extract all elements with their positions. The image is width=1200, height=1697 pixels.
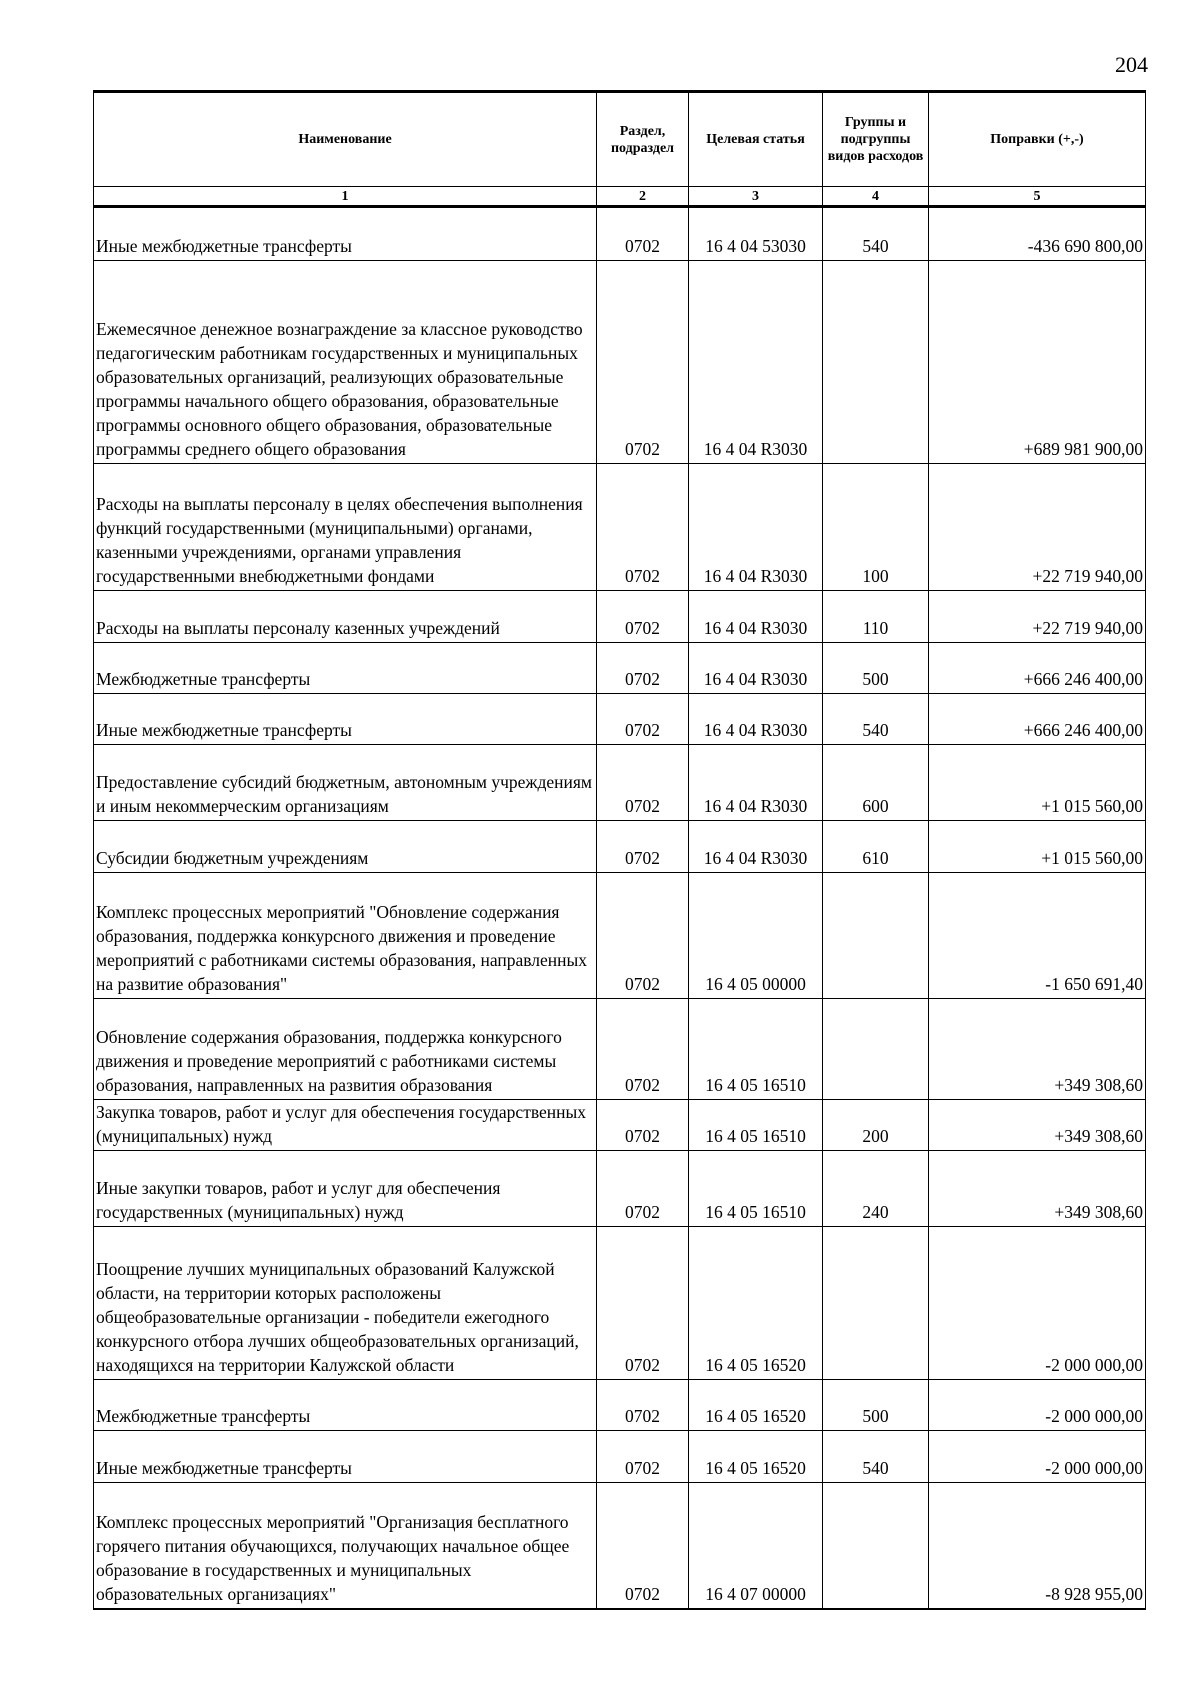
header-name: Наименование: [94, 92, 597, 187]
row-name: Иные межбюджетные трансферты: [94, 1431, 597, 1483]
row-target: 16 4 04 53030: [689, 207, 823, 261]
row-target: 16 4 04 R3030: [689, 643, 823, 694]
row-group: 610: [823, 821, 929, 873]
row-group: 540: [823, 207, 929, 261]
row-amount: +666 246 400,00: [929, 643, 1146, 694]
row-target: 16 4 04 R3030: [689, 464, 823, 591]
table-row: [94, 694, 1146, 745]
table-row: [94, 1483, 1146, 1609]
row-group: 500: [823, 1380, 929, 1431]
row-target: 16 4 07 00000: [689, 1483, 823, 1609]
row-name: Межбюджетные трансферты: [94, 1380, 597, 1431]
column-number-row: [94, 187, 1146, 207]
row-target: 16 4 05 16510: [689, 1151, 823, 1227]
row-name: Закупка товаров, работ и услуг для обеспечения государственных (муниципальных) нужд: [94, 1100, 597, 1151]
row-amount: +22 719 940,00: [929, 464, 1146, 591]
row-group: 240: [823, 1151, 929, 1227]
row-section: 0702: [597, 821, 689, 873]
row-target: 16 4 04 R3030: [689, 694, 823, 745]
row-group: 540: [823, 694, 929, 745]
column-number: 1: [94, 187, 597, 207]
row-section: 0702: [597, 1431, 689, 1483]
header-section: Раздел, подраздел: [597, 92, 689, 187]
row-section: 0702: [597, 745, 689, 821]
row-group: 600: [823, 745, 929, 821]
table-row: [94, 207, 1146, 261]
table-header-row: [94, 92, 1146, 187]
row-target: 16 4 04 R3030: [689, 745, 823, 821]
table-row: [94, 591, 1146, 643]
table-row: [94, 1380, 1146, 1431]
row-amount: +1 015 560,00: [929, 745, 1146, 821]
table-row: [94, 821, 1146, 873]
row-group: 100: [823, 464, 929, 591]
row-section: 0702: [597, 207, 689, 261]
row-group: 110: [823, 591, 929, 643]
row-name: Иные закупки товаров, работ и услуг для обеспечения государственных (муниципальных) нужд: [94, 1151, 597, 1227]
budget-amendments-table: [93, 90, 1146, 1610]
row-target: 16 4 05 16520: [689, 1431, 823, 1483]
row-group: [823, 261, 929, 464]
row-amount: -436 690 800,00: [929, 207, 1146, 261]
row-amount: +1 015 560,00: [929, 821, 1146, 873]
page-number: 204: [1115, 52, 1148, 77]
row-section: 0702: [597, 464, 689, 591]
column-number: 2: [597, 187, 689, 207]
row-amount: -2 000 000,00: [929, 1380, 1146, 1431]
column-number: 5: [929, 187, 1146, 207]
row-name: Комплекс процессных мероприятий "Организация бесплатного горячего питания обучающихся, получающих начальное общее образование в государственных и муниципальных образовательных организациях": [94, 1483, 597, 1609]
row-target: 16 4 04 R3030: [689, 591, 823, 643]
row-section: 0702: [597, 1227, 689, 1380]
row-section: 0702: [597, 1151, 689, 1227]
header-amendments: Поправки (+,-): [929, 92, 1146, 187]
row-section: 0702: [597, 1380, 689, 1431]
column-number: 3: [689, 187, 823, 207]
row-target: 16 4 04 R3030: [689, 261, 823, 464]
row-target: 16 4 04 R3030: [689, 821, 823, 873]
row-group: 500: [823, 643, 929, 694]
row-group: [823, 873, 929, 999]
row-name: Межбюджетные трансферты: [94, 643, 597, 694]
row-group: 540: [823, 1431, 929, 1483]
header-groups: Группы и подгруппы видов расходов: [823, 92, 929, 187]
table-row: [94, 1100, 1146, 1151]
row-name: Иные межбюджетные трансферты: [94, 694, 597, 745]
row-target: 16 4 05 16520: [689, 1380, 823, 1431]
row-name: Расходы на выплаты персоналу в целях обеспечения выполнения функций государственными (муниципальными) органами, казенными учреждениями, органами управления государственными внебюджетными фондами: [94, 464, 597, 591]
row-amount: +349 308,60: [929, 1100, 1146, 1151]
table-row: [94, 1431, 1146, 1483]
row-amount: +22 719 940,00: [929, 591, 1146, 643]
row-name: Поощрение лучших муниципальных образований Калужской области, на территории которых расположены общеобразовательные организации - победители ежегодного конкурсного отбора лучших общеобразовательных организаций, находящихся на территории Калужской области: [94, 1227, 597, 1380]
row-amount: -8 928 955,00: [929, 1483, 1146, 1609]
table-row: [94, 464, 1146, 591]
table-row: [94, 873, 1146, 999]
table-row: [94, 1151, 1146, 1227]
header-target: Целевая статья: [689, 92, 823, 187]
row-name: Обновление содержания образования, поддержка конкурсного движения и проведение мероприятий с работниками системы образования, направленных на развития образования: [94, 999, 597, 1100]
row-name: Расходы на выплаты персоналу казенных учреждений: [94, 591, 597, 643]
row-group: [823, 1483, 929, 1609]
row-name: Комплекс процессных мероприятий "Обновление содержания образования, поддержка конкурсного движения и проведение мероприятий с работниками системы образования, направленных на развитие образования": [94, 873, 597, 999]
row-amount: +666 246 400,00: [929, 694, 1146, 745]
row-section: 0702: [597, 694, 689, 745]
row-group: 200: [823, 1100, 929, 1151]
row-target: 16 4 05 16510: [689, 999, 823, 1100]
row-amount: -2 000 000,00: [929, 1227, 1146, 1380]
table-row: [94, 643, 1146, 694]
row-name: Предоставление субсидий бюджетным, автономным учреждениям и иным некоммерческим организациям: [94, 745, 597, 821]
row-section: 0702: [597, 1100, 689, 1151]
row-amount: -2 000 000,00: [929, 1431, 1146, 1483]
row-section: 0702: [597, 643, 689, 694]
table-row: [94, 261, 1146, 464]
row-section: 0702: [597, 591, 689, 643]
row-section: 0702: [597, 999, 689, 1100]
row-section: 0702: [597, 1483, 689, 1609]
table-row: [94, 999, 1146, 1100]
row-amount: -1 650 691,40: [929, 873, 1146, 999]
row-target: 16 4 05 16520: [689, 1227, 823, 1380]
row-amount: +689 981 900,00: [929, 261, 1146, 464]
column-number: 4: [823, 187, 929, 207]
row-group: [823, 1227, 929, 1380]
row-group: [823, 999, 929, 1100]
row-name: Ежемесячное денежное вознаграждение за классное руководство педагогическим работникам государственных и муниципальных образовательных организаций, реализующих образовательные программы начального общего образования, образовательные программы основного общего образования, образовательные программы среднего общего образования: [94, 261, 597, 464]
row-amount: +349 308,60: [929, 1151, 1146, 1227]
row-target: 16 4 05 00000: [689, 873, 823, 999]
row-amount: +349 308,60: [929, 999, 1146, 1100]
row-target: 16 4 05 16510: [689, 1100, 823, 1151]
row-section: 0702: [597, 873, 689, 999]
row-section: 0702: [597, 261, 689, 464]
row-name: Иные межбюджетные трансферты: [94, 207, 597, 261]
table-row: [94, 745, 1146, 821]
table-row: [94, 1227, 1146, 1380]
row-name: Субсидии бюджетным учреждениям: [94, 821, 597, 873]
